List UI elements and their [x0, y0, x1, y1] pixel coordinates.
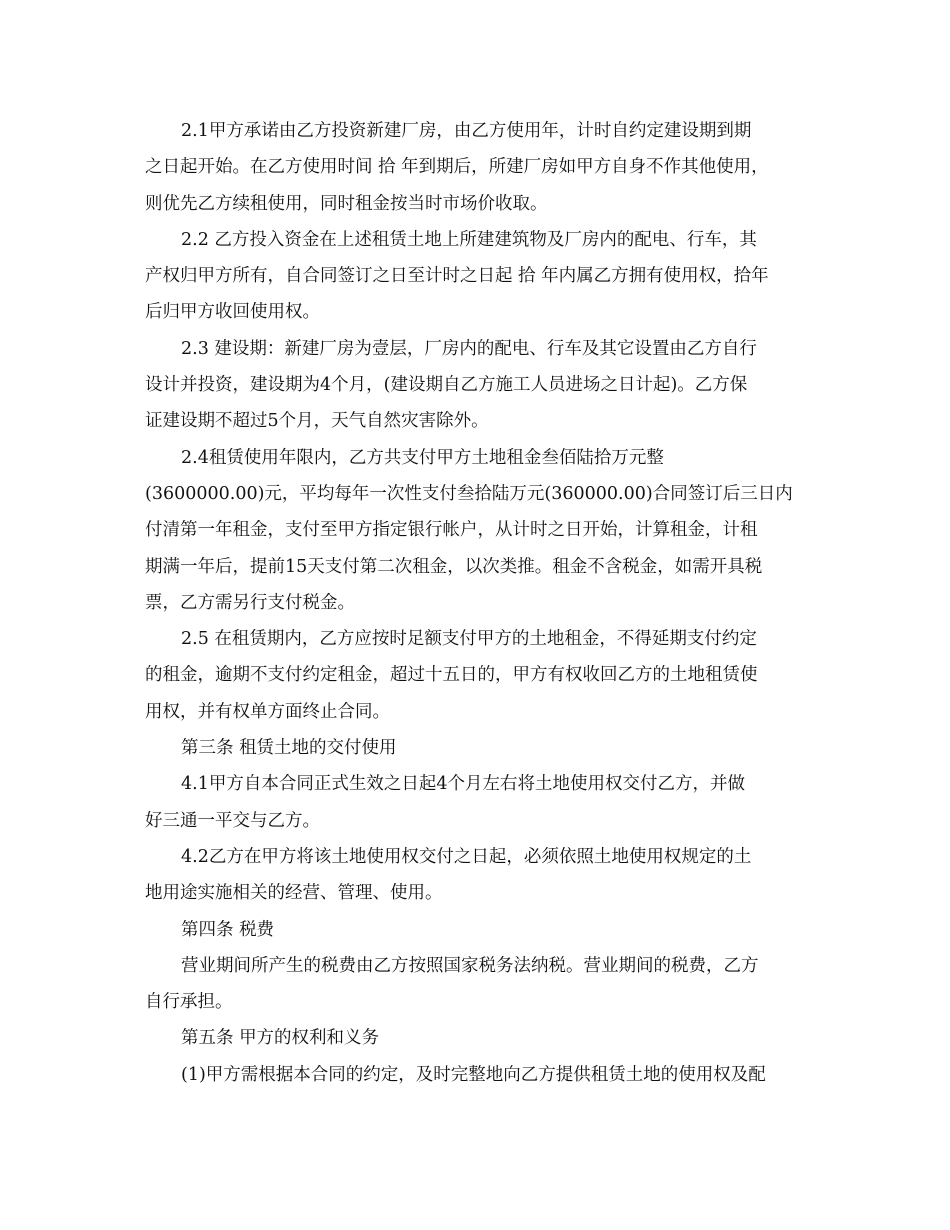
paragraph-first-line: 2.1甲方承诺由乙方投资新建厂房，由乙方使用年，计时自约定建设期到期 [181, 121, 752, 141]
paragraph-continuation-line: 自行承担。 [145, 992, 233, 1013]
paragraph-continuation-line: 地用途实施相关的经营、管理、使用。 [145, 883, 443, 904]
paragraph-continuation-line: 用权，并有权单方面终止合同。 [145, 701, 390, 722]
paragraph-continuation-line: (3600000.00)元，平均每年一次性支付叁拾陆万元(360000.00)合同签订后三日内 [145, 483, 793, 504]
paragraph-continuation-line: 期满一年后，提前15天支付第二次租金，以次类推。租金不含税金，如需开具税 [145, 556, 763, 577]
paragraph-continuation-line: 付清第一年租金，支付至甲方指定银行帐户，从计时之日开始，计算租金，计租 [145, 520, 758, 541]
paragraph-continuation-line: 好三通一平交与乙方。 [145, 810, 320, 831]
paragraph-first-line: 第五条 甲方的权利和义务 [181, 1028, 380, 1049]
paragraph-continuation-line: 设计并投资，建设期为4个月，(建设期自乙方施工人员进场之日计起)。乙方保 [145, 375, 748, 396]
paragraph-first-line: (1)甲方需根据本合同的约定，及时完整地向乙方提供租赁土地的使用权及配 [181, 1064, 766, 1085]
paragraph-first-line: 2.3 建设期：新建厂房为壹层，厂房内的配电、行车及其它设置由乙方自行 [181, 338, 757, 359]
paragraph-first-line: 2.5 在租赁期内，乙方应按时足额支付甲方的土地租金，不得延期支付约定 [181, 629, 757, 650]
paragraph-continuation-line: 则优先乙方续租使用，同时租金按当时市场价收取。 [145, 193, 548, 214]
paragraph-continuation-line: 后归甲方收回使用权。 [145, 302, 320, 323]
paragraph-first-line: 4.1甲方自本合同正式生效之日起4个月左右将土地使用权交付乙方，并做 [181, 774, 745, 795]
paragraph-first-line: 第三条 租赁土地的交付使用 [181, 738, 397, 759]
document-body [145, 113, 805, 1093]
paragraph-first-line: 4.2乙方在甲方将该土地使用权交付之日起，必须依照土地使用权规定的土 [181, 846, 752, 867]
paragraph-continuation-line: 产权归甲方所有，自合同签订之日至计时之日起 拾 年内属乙方拥有使用权，拾年 [145, 266, 769, 287]
paragraph-first-line: 营业期间所产生的税费由乙方按照国家税务法纳税。营业期间的税费，乙方 [181, 955, 759, 976]
paragraph-first-line: 2.4租赁使用年限内，乙方共支付甲方土地租金叁佰陆拾万元整 [181, 447, 664, 468]
paragraph-continuation-line: 的租金，逾期不支付约定租金，超过十五日的，甲方有权收回乙方的土地租赁使 [145, 665, 758, 686]
paragraph-continuation-line: 之日起开始。在乙方使用时间 拾 年到期后，所建厂房如甲方自身不作其他使用， [145, 157, 769, 178]
paragraph-continuation-line: 证建设期不超过5个月，天气自然灾害除外。 [145, 411, 489, 432]
paragraph-first-line: 第四条 税费 [181, 919, 275, 940]
paragraph-continuation-line: 票，乙方需另行支付税金。 [145, 592, 355, 613]
paragraph-first-line: 2.2 乙方投入资金在上述租赁土地上所建建筑物及厂房内的配电、行车，其 [181, 229, 757, 250]
